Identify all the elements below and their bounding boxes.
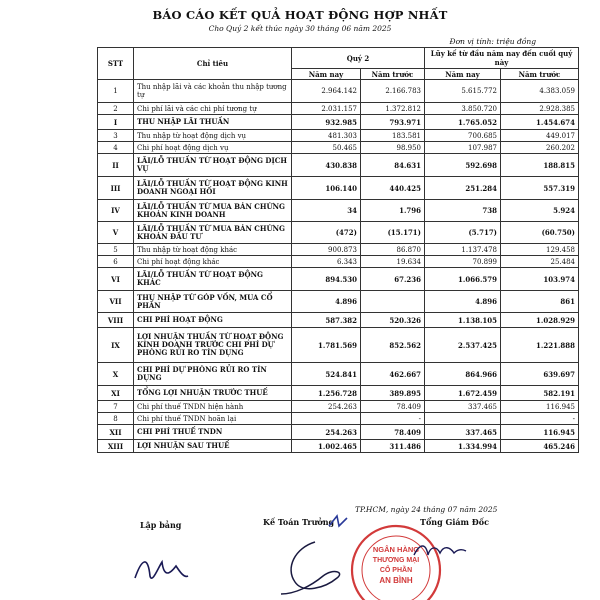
row-q2-this-year: 106.140 bbox=[292, 177, 361, 200]
table-row bbox=[98, 115, 579, 130]
table-row bbox=[98, 268, 579, 291]
row-ytd-this-year: 251.284 bbox=[425, 177, 501, 200]
row-q2-prev-year: 67.236 bbox=[361, 268, 425, 291]
row-label: CHI PHÍ THUẾ TNDN bbox=[134, 425, 292, 440]
row-ytd-this-year: 1.137.478 bbox=[425, 244, 501, 256]
row-ytd-prev-year: - bbox=[501, 413, 579, 425]
row-stt: XII bbox=[98, 425, 134, 440]
row-ytd-this-year: 700.685 bbox=[425, 130, 501, 142]
row-q2-this-year: 2.964.142 bbox=[292, 80, 361, 103]
row-stt: V bbox=[98, 222, 134, 244]
table-row bbox=[98, 222, 579, 244]
table-row bbox=[98, 103, 579, 115]
row-stt: 7 bbox=[98, 401, 134, 413]
row-label: Thu nhập lãi và các khoản thu nhập tương tự bbox=[134, 80, 292, 103]
row-label: LÃI/LỖ THUẦN TỪ MUA BÁN CHỨNG KHOÁN ĐẦU TƯ bbox=[134, 222, 292, 244]
row-q2-prev-year bbox=[361, 291, 425, 313]
row-ytd-this-year: 5.615.772 bbox=[425, 80, 501, 103]
row-q2-this-year: 2.031.157 bbox=[292, 103, 361, 115]
row-ytd-this-year: 1.672.459 bbox=[425, 386, 501, 401]
table-row bbox=[98, 313, 579, 328]
svg-text:NGÂN HÀNG: NGÂN HÀNG bbox=[372, 545, 420, 554]
row-ytd-prev-year: 129.458 bbox=[501, 244, 579, 256]
header-q2-this-year: Năm nay bbox=[292, 69, 361, 80]
row-stt: 6 bbox=[98, 256, 134, 268]
row-q2-prev-year: 1.372.812 bbox=[361, 103, 425, 115]
row-ytd-this-year: 1.765.052 bbox=[425, 115, 501, 130]
row-ytd-this-year: 3.850.720 bbox=[425, 103, 501, 115]
row-label: LỢI NHUẬN THUẦN TỪ HOẠT ĐỘNG KINH DOANH TRƯỚC CHI PHÍ DỰ PHÒNG RỦI RO TÍN DỤNG bbox=[134, 328, 292, 363]
row-q2-prev-year: 19.634 bbox=[361, 256, 425, 268]
row-ytd-this-year: 1.138.105 bbox=[425, 313, 501, 328]
row-ytd-prev-year: 465.246 bbox=[501, 440, 579, 453]
svg-text:CỔ PHẦN: CỔ PHẦN bbox=[379, 567, 413, 574]
income-statement-table bbox=[97, 47, 579, 453]
row-label: Chi phí lãi và các chi phí tương tự bbox=[134, 103, 292, 115]
table-row bbox=[98, 328, 579, 363]
row-ytd-prev-year: 1.454.674 bbox=[501, 115, 579, 130]
row-label: Chi phí thuế TNDN hiện hành bbox=[134, 401, 292, 413]
row-label: LÃI/LỖ THUẦN TỪ HOẠT ĐỘNG DỊCH VỤ bbox=[134, 154, 292, 177]
row-q2-prev-year: 520.326 bbox=[361, 313, 425, 328]
row-label: Thu nhập từ hoạt động khác bbox=[134, 244, 292, 256]
svg-text:AN BÌNH: AN BÌNH bbox=[379, 576, 413, 585]
row-stt: 1 bbox=[98, 80, 134, 103]
row-stt: 3 bbox=[98, 130, 134, 142]
row-q2-this-year: 1.781.569 bbox=[292, 328, 361, 363]
row-label: CHI PHÍ HOẠT ĐỘNG bbox=[134, 313, 292, 328]
row-ytd-this-year: 1.066.579 bbox=[425, 268, 501, 291]
chief-accountant-title: Kế Toán Trưởng bbox=[263, 517, 335, 527]
row-q2-prev-year: 98.950 bbox=[361, 142, 425, 154]
row-q2-this-year: (472) bbox=[292, 222, 361, 244]
row-q2-this-year: 430.838 bbox=[292, 154, 361, 177]
table-row bbox=[98, 413, 579, 425]
report-date: TP.HCM, ngày 24 tháng 07 năm 2025 bbox=[355, 505, 498, 514]
row-ytd-prev-year: 260.202 bbox=[501, 142, 579, 154]
table-row bbox=[98, 177, 579, 200]
row-stt: XIII bbox=[98, 440, 134, 453]
row-ytd-prev-year: 4.383.059 bbox=[501, 80, 579, 103]
report-title: BÁO CÁO KẾT QUẢ HOẠT ĐỘNG HỢP NHẤT bbox=[152, 8, 448, 22]
table-body bbox=[98, 80, 579, 453]
header-ytd-this-year: Năm nay bbox=[425, 69, 501, 80]
row-ytd-this-year: 738 bbox=[425, 200, 501, 222]
row-q2-prev-year: 852.562 bbox=[361, 328, 425, 363]
row-q2-this-year: 34 bbox=[292, 200, 361, 222]
row-q2-this-year: 50.465 bbox=[292, 142, 361, 154]
svg-text:THƯƠNG MẠI: THƯƠNG MẠI bbox=[372, 557, 420, 564]
row-stt: IV bbox=[98, 200, 134, 222]
row-ytd-this-year bbox=[425, 413, 501, 425]
row-ytd-prev-year: 2.928.385 bbox=[501, 103, 579, 115]
row-ytd-this-year: 337.465 bbox=[425, 425, 501, 440]
row-ytd-prev-year: 1.221.888 bbox=[501, 328, 579, 363]
row-label: Chi phí thuế TNDN hoãn lại bbox=[134, 413, 292, 425]
header-item: Chỉ tiêu bbox=[134, 48, 292, 80]
row-q2-prev-year: 311.486 bbox=[361, 440, 425, 453]
row-label: THU NHẬP TỪ GÓP VỐN, MUA CỔ PHẦN bbox=[134, 291, 292, 313]
table-row bbox=[98, 130, 579, 142]
row-ytd-this-year: 1.334.994 bbox=[425, 440, 501, 453]
row-q2-prev-year: 86.870 bbox=[361, 244, 425, 256]
row-ytd-prev-year: 103.974 bbox=[501, 268, 579, 291]
row-ytd-this-year: 107.987 bbox=[425, 142, 501, 154]
row-label: Chi phí hoạt động khác bbox=[134, 256, 292, 268]
table-row bbox=[98, 200, 579, 222]
row-q2-prev-year: 183.581 bbox=[361, 130, 425, 142]
table-row bbox=[98, 425, 579, 440]
row-ytd-this-year: 864.966 bbox=[425, 363, 501, 386]
row-ytd-prev-year: 116.945 bbox=[501, 425, 579, 440]
chief-accountant-signature bbox=[275, 538, 355, 598]
row-ytd-this-year: 4.896 bbox=[425, 291, 501, 313]
row-stt: 5 bbox=[98, 244, 134, 256]
header-q2-prev-year: Năm trước bbox=[361, 69, 425, 80]
table-row bbox=[98, 256, 579, 268]
table-row bbox=[98, 142, 579, 154]
row-stt: 2 bbox=[98, 103, 134, 115]
table-row bbox=[98, 291, 579, 313]
table-row bbox=[98, 154, 579, 177]
row-ytd-prev-year: (60.750) bbox=[501, 222, 579, 244]
row-q2-this-year: 254.263 bbox=[292, 401, 361, 413]
row-label: LÃI/LỖ THUẦN TỪ HOẠT ĐỘNG KINH DOANH NGOẠI HỐI bbox=[134, 177, 292, 200]
row-ytd-this-year: 2.537.425 bbox=[425, 328, 501, 363]
row-q2-this-year: 587.382 bbox=[292, 313, 361, 328]
row-q2-this-year: 481.303 bbox=[292, 130, 361, 142]
row-ytd-prev-year: 639.697 bbox=[501, 363, 579, 386]
header-stt: STT bbox=[98, 48, 134, 80]
unit-note: Đơn vị tính: triệu đồng bbox=[449, 37, 536, 46]
table-row bbox=[98, 401, 579, 413]
row-q2-this-year: 900.873 bbox=[292, 244, 361, 256]
row-q2-this-year: 6.343 bbox=[292, 256, 361, 268]
row-q2-prev-year: 440.425 bbox=[361, 177, 425, 200]
row-q2-prev-year: 793.971 bbox=[361, 115, 425, 130]
row-stt: II bbox=[98, 154, 134, 177]
row-ytd-prev-year: 861 bbox=[501, 291, 579, 313]
row-ytd-this-year: 70.899 bbox=[425, 256, 501, 268]
row-q2-prev-year: - bbox=[361, 413, 425, 425]
row-stt: VI bbox=[98, 268, 134, 291]
row-q2-prev-year: 1.796 bbox=[361, 200, 425, 222]
report-subtitle: Cho Quý 2 kết thúc ngày 30 tháng 06 năm 2025 bbox=[208, 24, 392, 33]
row-stt: 8 bbox=[98, 413, 134, 425]
row-q2-prev-year: 462.667 bbox=[361, 363, 425, 386]
row-ytd-prev-year: 1.028.929 bbox=[501, 313, 579, 328]
row-label: CHI PHÍ DỰ PHÒNG RỦI RO TÍN DỤNG bbox=[134, 363, 292, 386]
row-ytd-prev-year: 557.319 bbox=[501, 177, 579, 200]
row-label: LÃI/LỖ THUẦN TỪ MUA BÁN CHỨNG KHOÁN KINH DOANH bbox=[134, 200, 292, 222]
row-ytd-prev-year: 5.924 bbox=[501, 200, 579, 222]
row-stt: I bbox=[98, 115, 134, 130]
row-ytd-prev-year: 25.484 bbox=[501, 256, 579, 268]
row-label: Thu nhập từ hoạt động dịch vụ bbox=[134, 130, 292, 142]
row-stt: VII bbox=[98, 291, 134, 313]
row-ytd-prev-year: 449.017 bbox=[501, 130, 579, 142]
row-stt: 4 bbox=[98, 142, 134, 154]
row-q2-prev-year: (15.171) bbox=[361, 222, 425, 244]
row-label: TỔNG LỢI NHUẬN TRƯỚC THUẾ bbox=[134, 386, 292, 401]
row-q2-prev-year: 78.409 bbox=[361, 401, 425, 413]
general-director-signature bbox=[410, 535, 470, 565]
row-q2-this-year: 932.985 bbox=[292, 115, 361, 130]
table-row bbox=[98, 363, 579, 386]
header-ytd-prev-year: Năm trước bbox=[501, 69, 579, 80]
row-ytd-this-year: (5.717) bbox=[425, 222, 501, 244]
row-stt: X bbox=[98, 363, 134, 386]
row-q2-this-year: 894.530 bbox=[292, 268, 361, 291]
row-ytd-this-year: 337.465 bbox=[425, 401, 501, 413]
row-ytd-this-year: 592.698 bbox=[425, 154, 501, 177]
preparer-signature bbox=[130, 548, 190, 588]
row-stt: VIII bbox=[98, 313, 134, 328]
table-row bbox=[98, 244, 579, 256]
row-ytd-prev-year: 188.815 bbox=[501, 154, 579, 177]
row-q2-prev-year: 84.631 bbox=[361, 154, 425, 177]
row-label: LÃI/LỖ THUẦN TỪ HOẠT ĐỘNG KHÁC bbox=[134, 268, 292, 291]
row-label: THU NHẬP LÃI THUẦN bbox=[134, 115, 292, 130]
row-q2-this-year: 254.263 bbox=[292, 425, 361, 440]
header-q2: Quý 2 bbox=[292, 48, 425, 69]
table-row bbox=[98, 80, 579, 103]
row-q2-prev-year: 389.895 bbox=[361, 386, 425, 401]
row-q2-this-year: 4.896 bbox=[292, 291, 361, 313]
row-label: Chi phí hoạt động dịch vụ bbox=[134, 142, 292, 154]
row-q2-this-year bbox=[292, 413, 361, 425]
header-ytd: Lũy kế từ đầu năm nay đến cuối quý này bbox=[425, 48, 579, 69]
row-q2-this-year: 524.841 bbox=[292, 363, 361, 386]
general-director-title: Tổng Giám Đốc bbox=[420, 517, 489, 527]
table-row bbox=[98, 386, 579, 401]
row-q2-this-year: 1.256.728 bbox=[292, 386, 361, 401]
row-stt: IX bbox=[98, 328, 134, 363]
row-ytd-prev-year: 116.945 bbox=[501, 401, 579, 413]
row-stt: XI bbox=[98, 386, 134, 401]
row-stt: III bbox=[98, 177, 134, 200]
row-q2-prev-year: 2.166.783 bbox=[361, 80, 425, 103]
row-label: LỢI NHUẬN SAU THUẾ bbox=[134, 440, 292, 453]
table-row bbox=[98, 440, 579, 453]
row-q2-prev-year: 78.409 bbox=[361, 425, 425, 440]
preparer-title: Lập bảng bbox=[140, 520, 182, 530]
row-q2-this-year: 1.002.465 bbox=[292, 440, 361, 453]
row-ytd-prev-year: 582.191 bbox=[501, 386, 579, 401]
